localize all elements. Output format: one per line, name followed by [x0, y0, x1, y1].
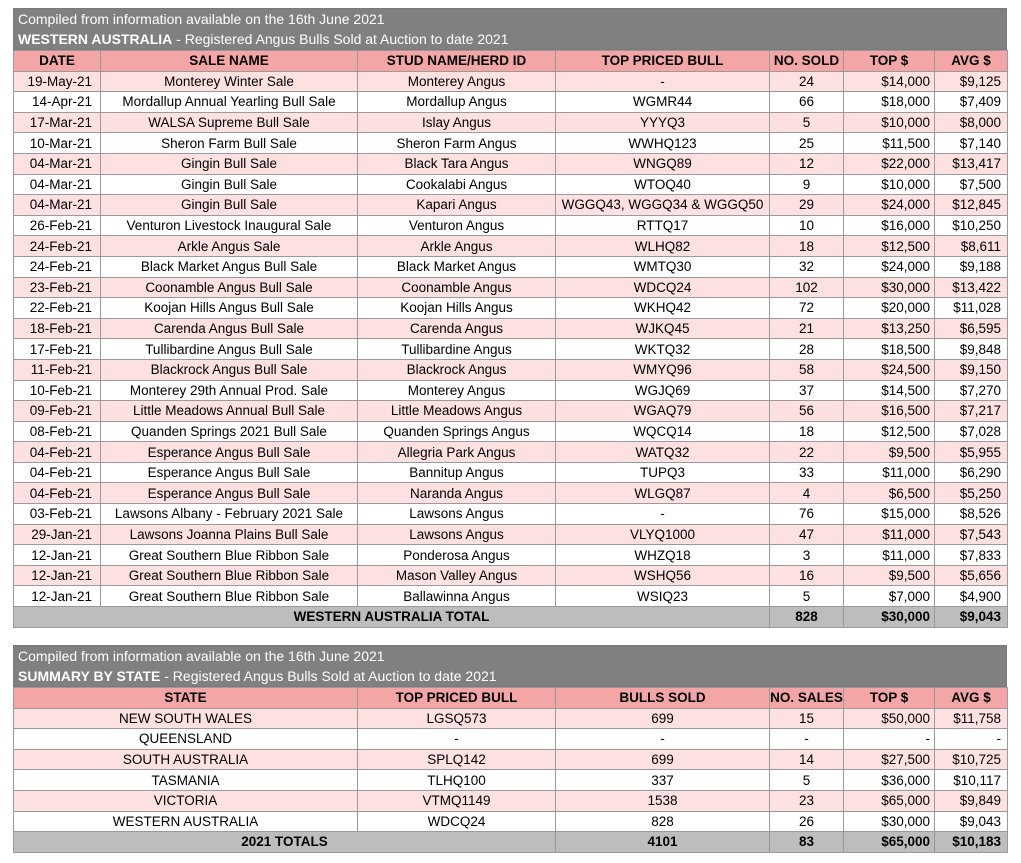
date-cell: 19-May-21 [14, 71, 101, 92]
top-price-cell: $24,000 [844, 195, 935, 216]
stud-name-cell: Tullibardine Angus [358, 339, 556, 360]
avg-price-cell: $7,833 [935, 545, 1008, 566]
sale-name-cell: Esperance Angus Bull Sale [101, 442, 358, 463]
sale-name-cell: WALSA Supreme Bull Sale [101, 112, 358, 133]
bulls-sold-cell: 699 [556, 708, 770, 729]
state-summary-section [13, 645, 1007, 853]
no-sold-cell: 66 [770, 92, 844, 113]
top-price-cell: $24,000 [844, 256, 935, 277]
date-cell: 04-Feb-21 [14, 462, 101, 483]
col-state: STATE [14, 688, 358, 709]
avg-price-cell: $9,043 [935, 811, 1008, 832]
date-cell: 23-Feb-21 [14, 277, 101, 298]
bulls-sold-cell: 828 [556, 811, 770, 832]
no-sold-cell: 37 [770, 380, 844, 401]
sale-name-cell: Gingin Bull Sale [101, 174, 358, 195]
table-row [14, 790, 1008, 811]
date-cell: 24-Feb-21 [14, 236, 101, 257]
date-cell: 03-Feb-21 [14, 504, 101, 525]
summary-total-top: $65,000 [844, 832, 935, 853]
date-cell: 18-Feb-21 [14, 318, 101, 339]
state-cell: WESTERN AUSTRALIA [14, 811, 358, 832]
no-sales-cell: 15 [770, 708, 844, 729]
date-cell: 12-Jan-21 [14, 565, 101, 586]
date-cell: 26-Feb-21 [14, 215, 101, 236]
stud-name-cell: Monterey Angus [358, 380, 556, 401]
top-price-cell: $9,500 [844, 565, 935, 586]
wa-sales-table [13, 50, 1008, 628]
avg-price-cell: $10,117 [935, 770, 1008, 791]
table-row [14, 483, 1008, 504]
top-price-cell: $22,000 [844, 153, 935, 174]
avg-price-cell: $8,526 [935, 504, 1008, 525]
wa-header [13, 8, 1007, 50]
top-priced-bull-cell: WWHQ123 [556, 133, 770, 154]
date-cell: 12-Jan-21 [14, 545, 101, 566]
top-price-cell: $10,000 [844, 174, 935, 195]
sale-name-cell: Sheron Farm Bull Sale [101, 133, 358, 154]
table-row [14, 380, 1008, 401]
avg-price-cell: $12,845 [935, 195, 1008, 216]
date-cell: 04-Mar-21 [14, 195, 101, 216]
stud-name-cell: Lawsons Angus [358, 504, 556, 525]
top-priced-bull-cell: TUPQ3 [556, 462, 770, 483]
no-sold-cell: 72 [770, 298, 844, 319]
avg-price-cell: $4,900 [935, 586, 1008, 607]
table-row [14, 565, 1008, 586]
table-row [14, 339, 1008, 360]
top-price-cell: - [844, 729, 935, 750]
date-cell: 10-Feb-21 [14, 380, 101, 401]
wa-total-row [14, 607, 1008, 628]
top-priced-bull-cell: WNGQ89 [556, 153, 770, 174]
avg-price-cell: $5,656 [935, 565, 1008, 586]
wa-compiled-note: Compiled from information available on the 16th June 2021 [18, 11, 385, 27]
sale-name-cell: Quanden Springs 2021 Bull Sale [101, 421, 358, 442]
top-priced-bull-cell: WATQ32 [556, 442, 770, 463]
stud-name-cell: Bannitup Angus [358, 462, 556, 483]
top-priced-bull-cell: WSHQ56 [556, 565, 770, 586]
avg-price-cell: $9,150 [935, 359, 1008, 380]
top-price-cell: $30,000 [844, 277, 935, 298]
top-priced-bull-cell: - [556, 504, 770, 525]
avg-price-cell: $5,250 [935, 483, 1008, 504]
col-no-sold: NO. SOLD [770, 51, 844, 72]
top-price-cell: $18,000 [844, 92, 935, 113]
top-priced-bull-cell: WTOQ40 [556, 174, 770, 195]
sale-name-cell: Gingin Bull Sale [101, 153, 358, 174]
avg-price-cell: $7,500 [935, 174, 1008, 195]
top-price-cell: $14,500 [844, 380, 935, 401]
date-cell: 04-Feb-21 [14, 483, 101, 504]
stud-name-cell: Kapari Angus [358, 195, 556, 216]
avg-price-cell: $9,849 [935, 790, 1008, 811]
wa-total-top: $30,000 [844, 607, 935, 628]
wa-total-avg: $9,043 [935, 607, 1008, 628]
date-cell: 04-Feb-21 [14, 442, 101, 463]
avg-price-cell: $9,125 [935, 71, 1008, 92]
top-priced-bull-cell: - [358, 729, 556, 750]
wa-sales-section [13, 8, 1007, 628]
summary-total-row [14, 832, 1008, 853]
no-sold-cell: 28 [770, 339, 844, 360]
table-row [14, 195, 1008, 216]
no-sold-cell: 16 [770, 565, 844, 586]
sale-name-cell: Esperance Angus Bull Sale [101, 483, 358, 504]
sale-name-cell: Arkle Angus Sale [101, 236, 358, 257]
summary-total-sold: 4101 [556, 832, 770, 853]
top-priced-bull-cell: LGSQ573 [358, 708, 556, 729]
no-sales-cell: 26 [770, 811, 844, 832]
top-price-cell: $20,000 [844, 298, 935, 319]
no-sold-cell: 21 [770, 318, 844, 339]
wa-title: WESTERN AUSTRALIA - Registered Angus Bulls Sold at Auction to date 2021 [18, 31, 509, 47]
date-cell: 04-Mar-21 [14, 153, 101, 174]
no-sold-cell: 18 [770, 236, 844, 257]
sale-name-cell: Esperance Angus Bull Sale [101, 462, 358, 483]
col-sale-name: SALE NAME [101, 51, 358, 72]
no-sold-cell: 102 [770, 277, 844, 298]
top-price-cell: $6,500 [844, 483, 935, 504]
avg-price-cell: $8,000 [935, 112, 1008, 133]
summary-total-avg: $10,183 [935, 832, 1008, 853]
date-cell: 04-Mar-21 [14, 174, 101, 195]
summary-total-sales: 83 [770, 832, 844, 853]
sale-name-cell: Monterey 29th Annual Prod. Sale [101, 380, 358, 401]
sale-name-cell: Venturon Livestock Inaugural Sale [101, 215, 358, 236]
top-priced-bull-cell: WHZQ18 [556, 545, 770, 566]
state-cell: NEW SOUTH WALES [14, 708, 358, 729]
stud-name-cell: Monterey Angus [358, 71, 556, 92]
no-sold-cell: 3 [770, 545, 844, 566]
table-row [14, 112, 1008, 133]
avg-price-cell: $7,140 [935, 133, 1008, 154]
stud-name-cell: Mason Valley Angus [358, 565, 556, 586]
sale-name-cell: Great Southern Blue Ribbon Sale [101, 545, 358, 566]
top-priced-bull-cell: WDCQ24 [358, 811, 556, 832]
top-price-cell: $24,500 [844, 359, 935, 380]
sale-name-cell: Blackrock Angus Bull Sale [101, 359, 358, 380]
top-price-cell: $50,000 [844, 708, 935, 729]
no-sold-cell: 25 [770, 133, 844, 154]
stud-name-cell: Arkle Angus [358, 236, 556, 257]
stud-name-cell: Quanden Springs Angus [358, 421, 556, 442]
top-priced-bull-cell: SPLQ142 [358, 749, 556, 770]
state-cell: QUEENSLAND [14, 729, 358, 750]
table-row [14, 462, 1008, 483]
top-priced-bull-cell: YYYQ3 [556, 112, 770, 133]
top-price-cell: $27,500 [844, 749, 935, 770]
table-row [14, 215, 1008, 236]
avg-price-cell: $7,217 [935, 401, 1008, 422]
top-priced-bull-cell: WGGQ43, WGGQ34 & WGGQ50 [556, 195, 770, 216]
sale-name-cell: Little Meadows Annual Bull Sale [101, 401, 358, 422]
no-sold-cell: 33 [770, 462, 844, 483]
date-cell: 17-Feb-21 [14, 339, 101, 360]
top-priced-bull-cell: WMTQ30 [556, 256, 770, 277]
no-sold-cell: 12 [770, 153, 844, 174]
table-row [14, 318, 1008, 339]
sale-name-cell: Black Market Angus Bull Sale [101, 256, 358, 277]
avg-price-cell: $9,188 [935, 256, 1008, 277]
col-top-priced-bull: TOP PRICED BULL [556, 51, 770, 72]
stud-name-cell: Ponderosa Angus [358, 545, 556, 566]
state-cell: TASMANIA [14, 770, 358, 791]
state-cell: VICTORIA [14, 790, 358, 811]
top-price-cell: $13,250 [844, 318, 935, 339]
avg-price-cell: $6,290 [935, 462, 1008, 483]
col-date: DATE [14, 51, 101, 72]
sale-name-cell: Lawsons Albany - February 2021 Sale [101, 504, 358, 525]
no-sold-cell: 5 [770, 586, 844, 607]
stud-name-cell: Coonamble Angus [358, 277, 556, 298]
top-price-cell: $16,000 [844, 215, 935, 236]
top-price-cell: $11,000 [844, 524, 935, 545]
no-sold-cell: 5 [770, 112, 844, 133]
table-row [14, 92, 1008, 113]
date-cell: 14-Apr-21 [14, 92, 101, 113]
no-sold-cell: 32 [770, 256, 844, 277]
stud-name-cell: Blackrock Angus [358, 359, 556, 380]
top-price-cell: $10,000 [844, 112, 935, 133]
no-sales-cell: 23 [770, 790, 844, 811]
top-price-cell: $14,000 [844, 71, 935, 92]
bulls-sold-cell: 699 [556, 749, 770, 770]
bulls-sold-cell: 1538 [556, 790, 770, 811]
top-priced-bull-cell: WQCQ14 [556, 421, 770, 442]
top-price-cell: $11,000 [844, 545, 935, 566]
top-priced-bull-cell: VLYQ1000 [556, 524, 770, 545]
top-priced-bull-cell: WGJQ69 [556, 380, 770, 401]
table-row [14, 256, 1008, 277]
stud-name-cell: Cookalabi Angus [358, 174, 556, 195]
table-row [14, 708, 1008, 729]
avg-price-cell: $8,611 [935, 236, 1008, 257]
top-priced-bull-cell: - [556, 71, 770, 92]
top-priced-bull-cell: WJKQ45 [556, 318, 770, 339]
avg-price-cell: $6,595 [935, 318, 1008, 339]
sale-name-cell: Lawsons Joanna Plains Bull Sale [101, 524, 358, 545]
col-top-priced-bull: TOP PRICED BULL [358, 688, 556, 709]
date-cell: 10-Mar-21 [14, 133, 101, 154]
top-price-cell: $9,500 [844, 442, 935, 463]
top-price-cell: $30,000 [844, 811, 935, 832]
col-stud-name: STUD NAME/HERD ID [358, 51, 556, 72]
avg-price-cell: $5,955 [935, 442, 1008, 463]
sale-name-cell: Coonamble Angus Bull Sale [101, 277, 358, 298]
avg-price-cell: $13,422 [935, 277, 1008, 298]
avg-price-cell: $9,848 [935, 339, 1008, 360]
no-sold-cell: 10 [770, 215, 844, 236]
stud-name-cell: Allegria Park Angus [358, 442, 556, 463]
wa-total-label: WESTERN AUSTRALIA TOTAL [14, 607, 770, 628]
top-priced-bull-cell: WSIQ23 [556, 586, 770, 607]
no-sold-cell: 24 [770, 71, 844, 92]
sale-name-cell: Gingin Bull Sale [101, 195, 358, 216]
top-priced-bull-cell: WGAQ79 [556, 401, 770, 422]
state-cell: SOUTH AUSTRALIA [14, 749, 358, 770]
avg-price-cell: $7,028 [935, 421, 1008, 442]
table-row [14, 749, 1008, 770]
no-sales-cell: 5 [770, 770, 844, 791]
col-avg-price: AVG $ [935, 51, 1008, 72]
summary-table [13, 687, 1008, 853]
avg-price-cell: - [935, 729, 1008, 750]
sale-name-cell: Carenda Angus Bull Sale [101, 318, 358, 339]
no-sold-cell: 47 [770, 524, 844, 545]
table-row [14, 586, 1008, 607]
no-sales-cell: - [770, 729, 844, 750]
sale-name-cell: Great Southern Blue Ribbon Sale [101, 586, 358, 607]
no-sold-cell: 76 [770, 504, 844, 525]
date-cell: 11-Feb-21 [14, 359, 101, 380]
top-priced-bull-cell: WGMR44 [556, 92, 770, 113]
top-priced-bull-cell: WLGQ87 [556, 483, 770, 504]
no-sold-cell: 56 [770, 401, 844, 422]
top-priced-bull-cell: WMYQ96 [556, 359, 770, 380]
table-row [14, 236, 1008, 257]
avg-price-cell: $11,028 [935, 298, 1008, 319]
table-row [14, 504, 1008, 525]
stud-name-cell: Little Meadows Angus [358, 401, 556, 422]
date-cell: 22-Feb-21 [14, 298, 101, 319]
avg-price-cell: $7,543 [935, 524, 1008, 545]
stud-name-cell: Naranda Angus [358, 483, 556, 504]
sale-name-cell: Koojan Hills Angus Bull Sale [101, 298, 358, 319]
top-price-cell: $16,500 [844, 401, 935, 422]
top-priced-bull-cell: TLHQ100 [358, 770, 556, 791]
col-top-price: TOP $ [844, 51, 935, 72]
avg-price-cell: $10,725 [935, 749, 1008, 770]
top-priced-bull-cell: WDCQ24 [556, 277, 770, 298]
table-row [14, 524, 1008, 545]
stud-name-cell: Koojan Hills Angus [358, 298, 556, 319]
table-row [14, 421, 1008, 442]
no-sold-cell: 58 [770, 359, 844, 380]
stud-name-cell: Sheron Farm Angus [358, 133, 556, 154]
table-row [14, 359, 1008, 380]
top-price-cell: $65,000 [844, 790, 935, 811]
table-row [14, 71, 1008, 92]
avg-price-cell: $11,758 [935, 708, 1008, 729]
date-cell: 09-Feb-21 [14, 401, 101, 422]
no-sold-cell: 18 [770, 421, 844, 442]
top-price-cell: $12,500 [844, 236, 935, 257]
no-sold-cell: 4 [770, 483, 844, 504]
sale-name-cell: Mordallup Annual Yearling Bull Sale [101, 92, 358, 113]
summary-header-row [14, 688, 1008, 709]
table-row [14, 153, 1008, 174]
top-priced-bull-cell: WKHQ42 [556, 298, 770, 319]
table-row [14, 401, 1008, 422]
stud-name-cell: Venturon Angus [358, 215, 556, 236]
top-priced-bull-cell: RTTQ17 [556, 215, 770, 236]
wa-total-sold: 828 [770, 607, 844, 628]
table-row [14, 729, 1008, 750]
top-price-cell: $11,000 [844, 462, 935, 483]
avg-price-cell: $10,250 [935, 215, 1008, 236]
summary-total-label: 2021 TOTALS [14, 832, 556, 853]
stud-name-cell: Carenda Angus [358, 318, 556, 339]
top-priced-bull-cell: WKTQ32 [556, 339, 770, 360]
date-cell: 12-Jan-21 [14, 586, 101, 607]
table-row [14, 442, 1008, 463]
top-priced-bull-cell: VTMQ1149 [358, 790, 556, 811]
date-cell: 08-Feb-21 [14, 421, 101, 442]
table-row [14, 298, 1008, 319]
summary-title: SUMMARY BY STATE - Registered Angus Bulls Sold at Auction to date 2021 [18, 668, 497, 684]
stud-name-cell: Mordallup Angus [358, 92, 556, 113]
date-cell: 29-Jan-21 [14, 524, 101, 545]
table-row [14, 545, 1008, 566]
stud-name-cell: Ballawinna Angus [358, 586, 556, 607]
col-bulls-sold: BULLS SOLD [556, 688, 770, 709]
bulls-sold-cell: 337 [556, 770, 770, 791]
wa-header-row [14, 51, 1008, 72]
bulls-sold-cell: - [556, 729, 770, 750]
top-price-cell: $12,500 [844, 421, 935, 442]
no-sold-cell: 22 [770, 442, 844, 463]
no-sold-cell: 9 [770, 174, 844, 195]
top-price-cell: $36,000 [844, 770, 935, 791]
stud-name-cell: Black Tara Angus [358, 153, 556, 174]
avg-price-cell: $7,409 [935, 92, 1008, 113]
date-cell: 24-Feb-21 [14, 256, 101, 277]
table-row [14, 277, 1008, 298]
col-top-price: TOP $ [844, 688, 935, 709]
stud-name-cell: Lawsons Angus [358, 524, 556, 545]
top-price-cell: $15,000 [844, 504, 935, 525]
table-row [14, 770, 1008, 791]
col-avg-price: AVG $ [935, 688, 1008, 709]
no-sold-cell: 29 [770, 195, 844, 216]
avg-price-cell: $13,417 [935, 153, 1008, 174]
top-price-cell: $11,500 [844, 133, 935, 154]
date-cell: 17-Mar-21 [14, 112, 101, 133]
top-price-cell: $18,500 [844, 339, 935, 360]
summary-compiled-note: Compiled from information available on the 16th June 2021 [18, 648, 385, 664]
no-sales-cell: 14 [770, 749, 844, 770]
stud-name-cell: Islay Angus [358, 112, 556, 133]
table-row [14, 174, 1008, 195]
summary-header [13, 645, 1007, 687]
table-row [14, 811, 1008, 832]
col-no-sales: NO. SALES [770, 688, 844, 709]
top-price-cell: $7,000 [844, 586, 935, 607]
sale-name-cell: Great Southern Blue Ribbon Sale [101, 565, 358, 586]
sale-name-cell: Tullibardine Angus Bull Sale [101, 339, 358, 360]
top-priced-bull-cell: WLHQ82 [556, 236, 770, 257]
table-row [14, 133, 1008, 154]
sale-name-cell: Monterey Winter Sale [101, 71, 358, 92]
stud-name-cell: Black Market Angus [358, 256, 556, 277]
avg-price-cell: $7,270 [935, 380, 1008, 401]
